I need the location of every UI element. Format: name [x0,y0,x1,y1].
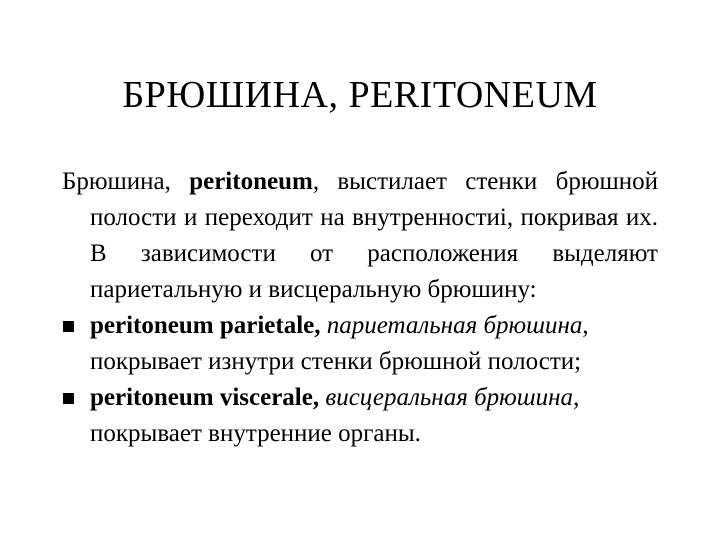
slide-body [62,164,658,452]
bullet-term: peritoneum parietale, [90,312,327,339]
bullet-translation: париетальная брюшина [326,312,583,339]
square-bullet-icon [63,393,74,404]
intro-rest: , выстилает стенки брюшной полости и переходит на внутренностиі, покривая их. В зависимости от расположения выделяют париетальную и висцеральную брюшину: [90,168,658,303]
slide-title: БРЮШИНА, PERITONEUM [122,74,598,116]
bullet-item-viscerale [62,380,658,452]
bullet-item-parietale [62,308,658,380]
intro-term: peritoneum [189,168,313,195]
bullet-description: , покрывает изнутри стенки брюшной полости; [90,312,589,375]
intro-paragraph [62,164,658,308]
square-bullet-icon [63,321,74,332]
bullet-description: , покрывает внутренние органы. [90,384,580,447]
bullet-translation: висцеральная брюшина [325,384,574,411]
bullet-term: peritoneum viscerale, [90,384,326,411]
intro-lead: Брюшина, [62,168,190,195]
